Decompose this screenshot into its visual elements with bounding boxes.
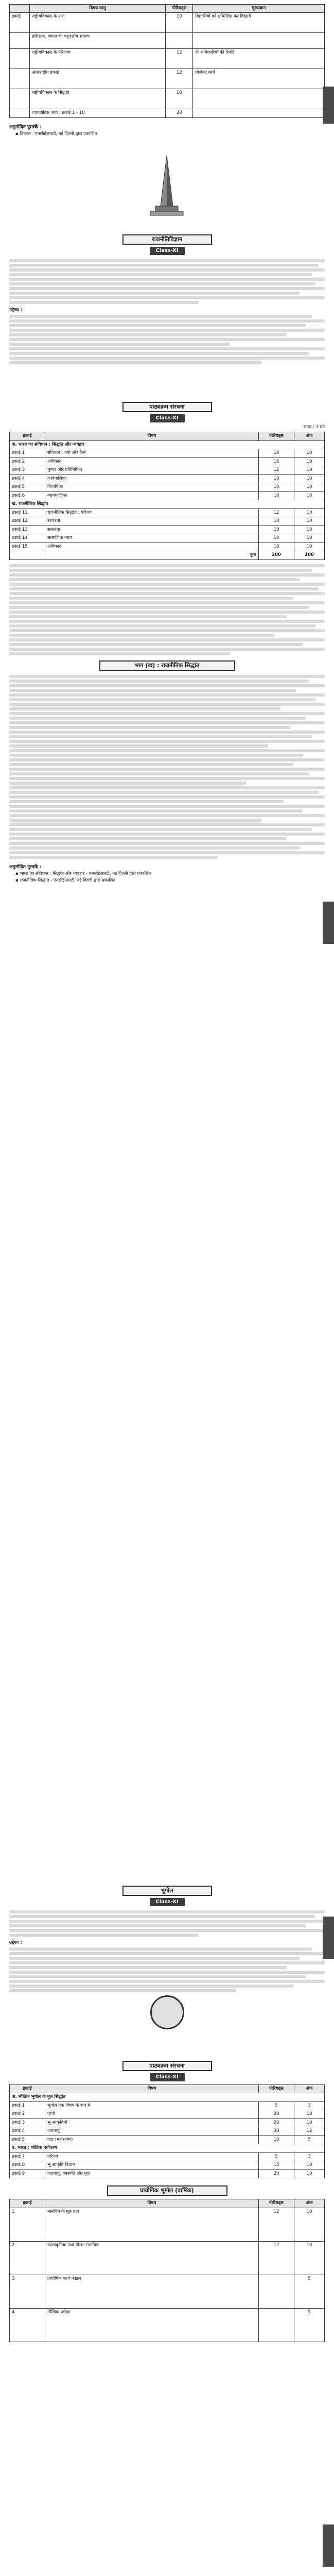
table-row: इकाई 7 परिचय 5 3 xyxy=(10,2153,325,2161)
table-row: इकाई 1 संविधान : क्यों और कैसे 16 10 xyxy=(10,449,325,457)
table-row: इकाई 15 अधिकार 10 10 xyxy=(10,543,325,551)
syllabus-class-badge: Class-XI xyxy=(150,414,185,422)
table-header: इकाई xyxy=(10,432,45,440)
time-label: समय : 3 घंटे xyxy=(303,425,325,430)
table-row: इकाई 8 भू-आकृति विज्ञान 15 10 xyxy=(10,2161,325,2170)
objectives-heading: उद्देश्य : xyxy=(9,1940,23,1945)
reading-item: ▪ विकास : एनसीईआरटी, नई दिल्ली द्वारा प्रकाशित xyxy=(15,131,325,137)
objectives-heading: उद्देश्य : xyxy=(9,308,23,313)
side-tab xyxy=(323,902,334,944)
class-badge: Class-XI xyxy=(150,1898,185,1906)
subject-banner: भूगोल xyxy=(122,1886,212,1896)
side-tab xyxy=(323,1917,334,1959)
subject-banner: राजनीतिविज्ञान xyxy=(122,234,212,245)
table-header: अंक xyxy=(294,2085,325,2093)
table-header: पीरियड्स xyxy=(259,2085,294,2093)
syllabus-table xyxy=(9,432,325,560)
practical-table xyxy=(9,2199,325,2342)
geography-syllabus xyxy=(0,2061,334,2342)
part-b-label: ब. भारत : भौतिक पर्यावरण xyxy=(10,2144,325,2153)
table-header: पीरियड्स xyxy=(166,5,193,13)
table-row: इकाई 4 जलवायु 30 12 xyxy=(10,2127,325,2136)
table-header: विषय वस्तु xyxy=(30,5,166,13)
table-header: पीरियड्स xyxy=(259,2199,294,2208)
table-row: इकाई 2 अधिकार 16 10 xyxy=(10,457,325,466)
table-row: इकाई 3 चुनाव और प्रतिनिधित्व 12 10 xyxy=(10,466,325,474)
total-label: कुल xyxy=(45,551,259,560)
geography-syllabus-table xyxy=(9,2084,325,2178)
table-row: राष्ट्रीयविकास के परिणाम 12 दो अधिकारियों की रिपोर्ट xyxy=(10,49,325,69)
table-row: इकाई 14 सामाजिक न्याय 10 10 xyxy=(10,534,325,543)
syllabus-class-badge: Class-XI xyxy=(150,2073,185,2081)
part-a-label: अ. भौतिक भूगोल के मूल सिद्धांत xyxy=(10,2093,325,2102)
globe-emblem xyxy=(150,1995,184,2029)
total-periods: 200 xyxy=(259,551,294,560)
reading-heading: अनुमोदित पुस्तकें : xyxy=(9,124,42,130)
table-row: 3 प्रायोगिक कार्य फाइल 5 xyxy=(10,2275,325,2308)
table-row: 1 मानचित्र के मूल तत्व 12 10 xyxy=(10,2208,325,2241)
table-row: इकाई 13 समानता 10 10 xyxy=(10,526,325,534)
table-row: इकाई 9 जलवायु, वनस्पति और मृदा 20 10 xyxy=(10,2170,325,2178)
table-row: प्रशिक्षण, गणना का बहुपक्षीय स्वरूप xyxy=(10,33,325,49)
table-row: इकाई 3 भू-आकृतियाँ 20 10 xyxy=(10,2119,325,2127)
table-row: इकाई 1 भूगोल एक विषय के रूप में 5 3 xyxy=(10,2102,325,2110)
books-heading: अनुमोदित पुस्तकें : xyxy=(9,864,42,870)
part-b-banner: भाग (ख) : राजनीतिक सिद्धांत xyxy=(99,660,235,671)
table-row: इकाई 11 राजनीतिक सिद्धांत : परिचय 12 10 xyxy=(10,509,325,517)
table-row: इकाई 5 विधायिका 10 10 xyxy=(10,483,325,492)
table-header xyxy=(10,5,30,13)
table-header: इकाई xyxy=(10,2085,45,2093)
tower-illustration xyxy=(130,155,204,216)
political-science-syllabus xyxy=(0,402,334,885)
section-previous-subject xyxy=(0,4,334,139)
table-row: 2 स्थलाकृतिक तथा मौसम मानचित्र 12 10 xyxy=(10,2241,325,2275)
table-row: 4 मौखिक परीक्षा 5 xyxy=(10,2308,325,2342)
side-tab xyxy=(323,2524,334,2567)
part-b-label: ख. राजनीतिक सिद्धांत xyxy=(10,500,325,509)
class-badge: Class-XI xyxy=(150,247,185,255)
table-row: राष्ट्रीयविकास के सिद्धांत 10 xyxy=(10,89,325,109)
table-row: इकाई 4 कार्यपालिका 10 10 xyxy=(10,474,325,483)
syllabus-banner: पाठ्यक्रम संरचना xyxy=(122,2061,212,2071)
table-row: इकाई 5 जल (महासागर) 10 5 xyxy=(10,2136,325,2144)
section-political-science xyxy=(0,234,334,366)
table-row: इकाई 2 पृथ्वी 20 10 xyxy=(10,2110,325,2119)
table-header: अंक xyxy=(294,2199,325,2208)
table-row: व्यावहारिक कार्य : इकाई 1 - 10 20 xyxy=(10,109,325,117)
table-header: इकाई xyxy=(10,2199,45,2208)
table-row: इकाई राष्ट्रीयविकास के अंश 10 विद्यार्थियों को सम्मिलित कर दिखायें xyxy=(10,13,325,33)
book-item: ▪ राजनीतिक सिद्धांत - एनसीईआरटी, नई दिल्ली द्वारा प्रकाशित xyxy=(15,878,325,884)
side-tab xyxy=(323,87,334,124)
total-marks: 100 xyxy=(294,551,325,560)
table-header: अंक xyxy=(294,432,325,440)
syllabus-banner: पाठ्यक्रम संरचना xyxy=(122,402,212,412)
section-geography xyxy=(0,1886,334,2032)
part-a-label: क. भारत का संविधान : सिद्धांत और व्यवहार xyxy=(10,440,325,449)
table-header: पीरियड्स xyxy=(259,432,294,440)
table-row: इकाई 12 स्वतंत्रता 10 10 xyxy=(10,517,325,526)
evaluation-table xyxy=(9,4,325,118)
table-header: मूल्यांकन xyxy=(193,5,325,13)
book-item: ▪ भारत का संविधान : सिद्धांत और व्यवहार - एनसीईआरटी, नई दिल्ली द्वारा प्रकाशित xyxy=(15,871,325,877)
table-header: विषय xyxy=(45,2085,259,2093)
table-row: इकाई 6 न्यायपालिका 10 10 xyxy=(10,492,325,500)
practical-banner: प्रायोगिक भूगोल (वार्षिक) xyxy=(107,2185,227,2196)
table-row: अंतरराष्ट्रीय इकाई 12 प्रोजेक्ट कार्य xyxy=(10,69,325,89)
table-header: विषय xyxy=(45,2199,259,2208)
table-header: विषय xyxy=(45,432,259,440)
